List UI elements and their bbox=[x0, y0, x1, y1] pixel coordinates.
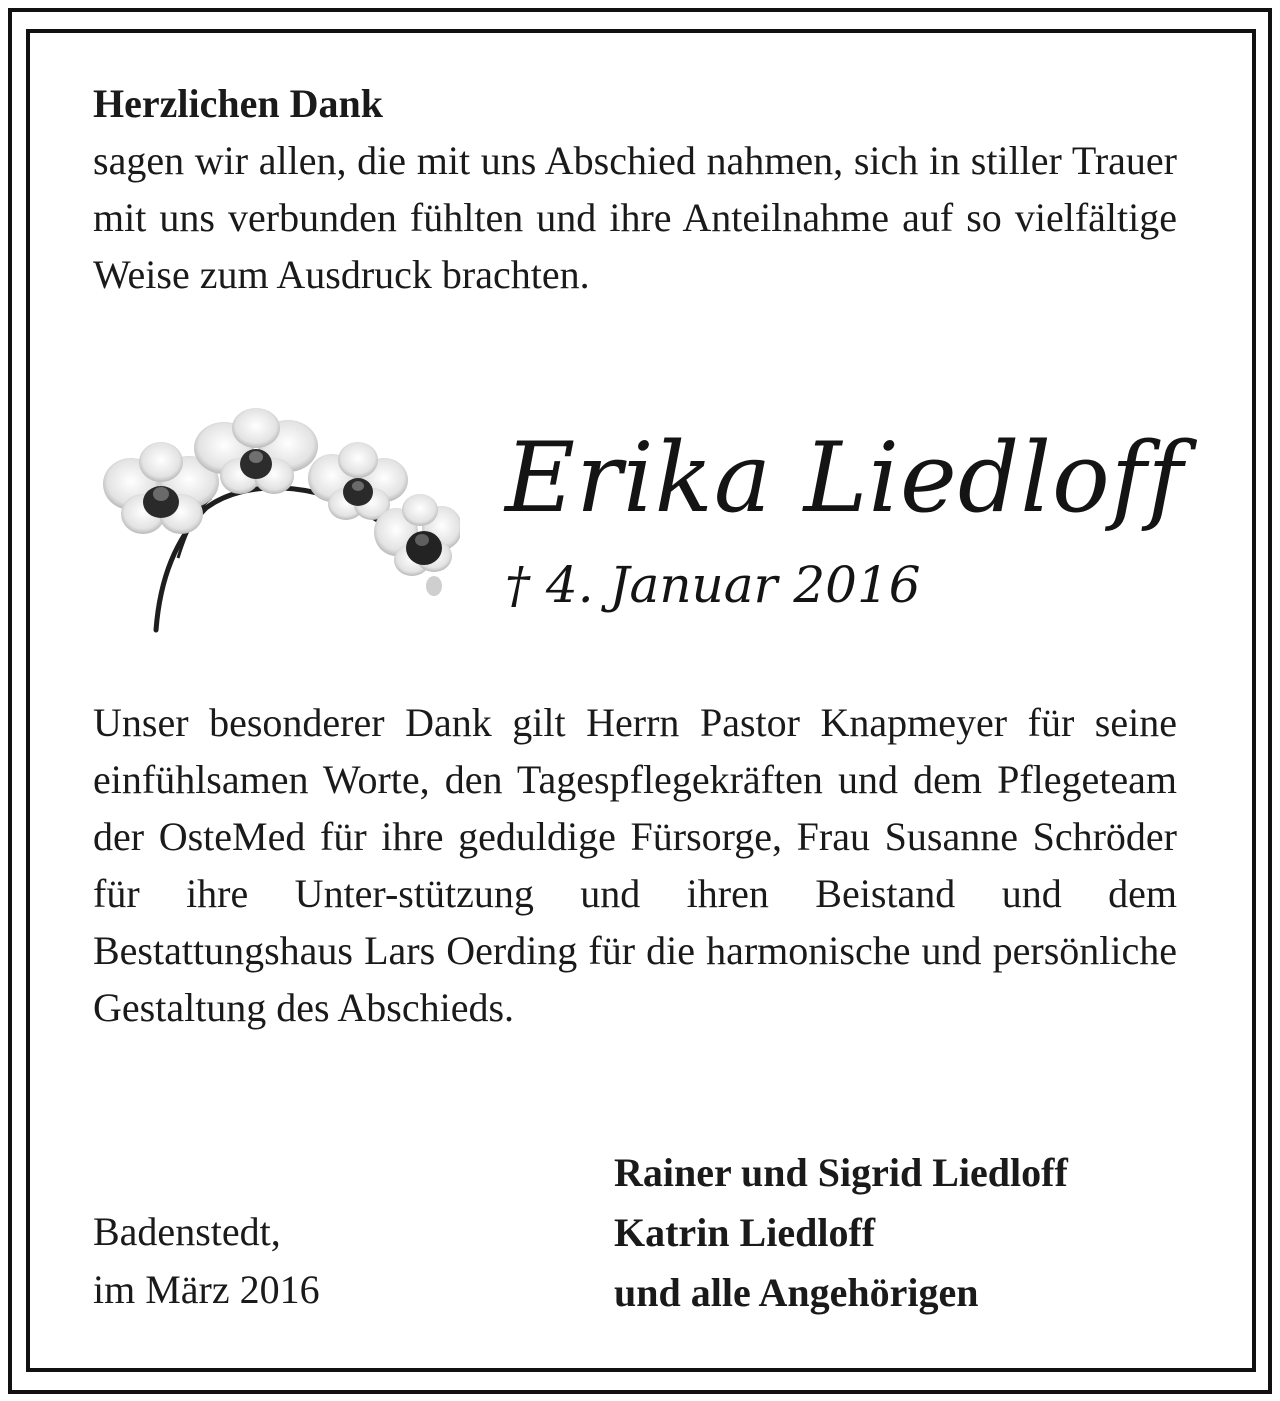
date: im März 2016 bbox=[93, 1267, 320, 1312]
signatures-block bbox=[614, 1143, 1068, 1323]
heading: Herzlichen Dank bbox=[93, 81, 383, 126]
signature-line: und alle Angehörigen bbox=[614, 1270, 979, 1315]
intro-paragraph: sagen wir allen, die mit uns Abschied nahmen, sich in stiller Trauer mit uns verbunden fühlten und ihre Anteilnahme auf so vielfältige Weise zum Ausdruck brachten. bbox=[93, 138, 1177, 297]
signature-line: Katrin Liedloff bbox=[614, 1210, 876, 1255]
signature-line: Rainer und Sigrid Liedloff bbox=[614, 1150, 1068, 1195]
thanks-paragraph: Unser besonderer Dank gilt Herrn Pastor Knapmeyer für seine einfühlsamen Worte, den Tagespflegekräften und dem Pflegeteam der OsteMed für ihre geduldige Fürsorge, Frau Susanne Schröder für ihre Unter-stützung und ihren Beistand und dem Bestattungshaus Lars Oerding für die harmonische und persönliche Gestaltung des Abschieds. bbox=[93, 700, 1177, 1030]
death-date: † 4. Januar 2016 bbox=[505, 556, 921, 614]
orchid-icon bbox=[86, 408, 460, 636]
place-date-block bbox=[93, 1203, 320, 1319]
place: Badenstedt, bbox=[93, 1209, 281, 1254]
deceased-name: Erika Liedloff bbox=[505, 422, 1184, 534]
